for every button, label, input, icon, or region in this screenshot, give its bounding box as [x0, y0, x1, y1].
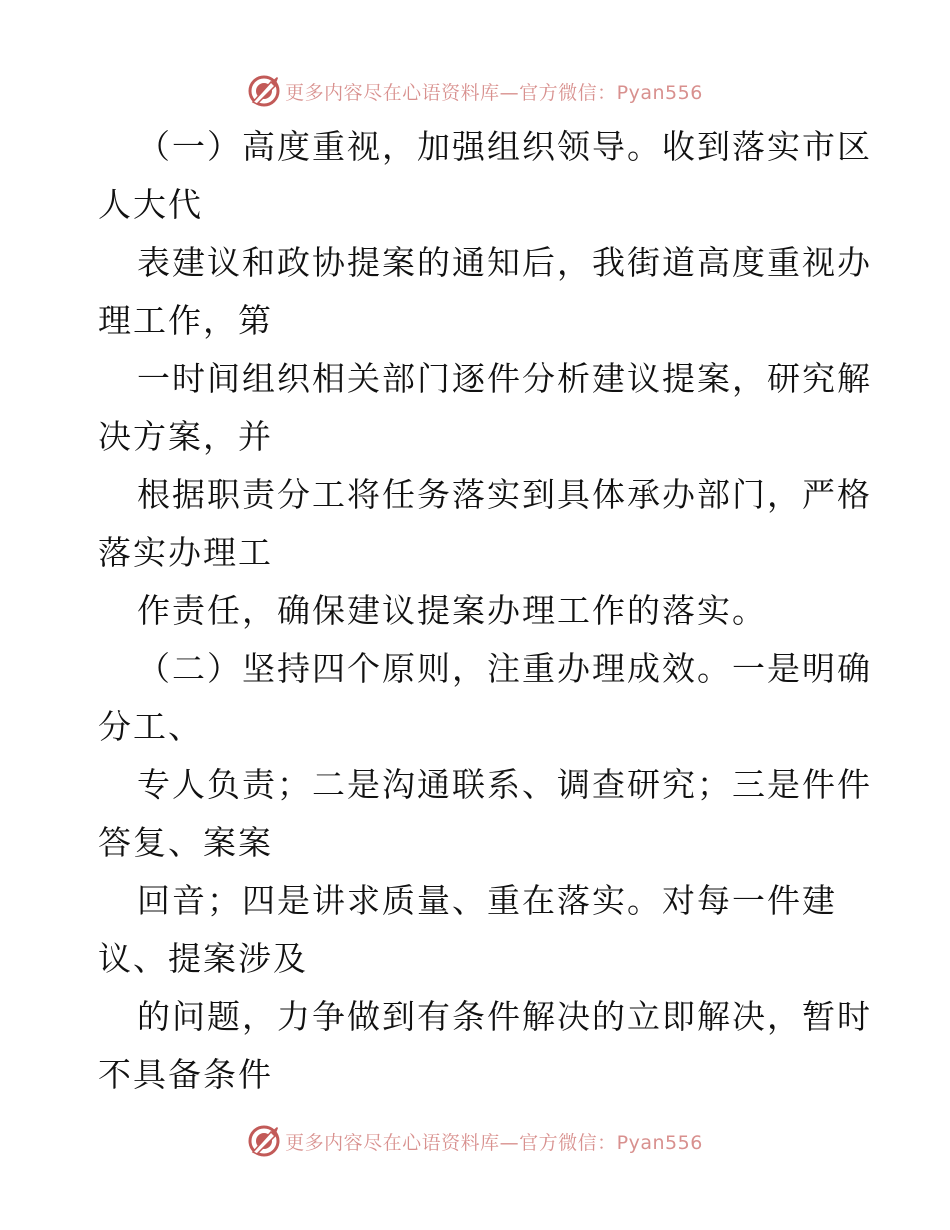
body-line: 人大代: [98, 185, 203, 224]
body-line: 决方案，并: [98, 417, 273, 456]
body-line: 一时间组织相关部门逐件分析建议提案，研究解: [137, 359, 872, 398]
body-line: 根据职责分工将任务落实到具体承办部门，严格: [137, 475, 872, 514]
body-line: 专人负责；二是沟通联系、调查研究；三是件件: [137, 765, 872, 804]
body-line: （一）高度重视，加强组织领导。收到落实市区: [137, 127, 872, 166]
footer-watermark: [0, 1121, 950, 1161]
body-line: 答复、案案: [98, 823, 273, 862]
body-line: （二）坚持四个原则，注重办理成效。一是明确: [137, 649, 872, 688]
body-line: 作责任，确保建议提案办理工作的落实。: [137, 591, 767, 630]
watermark-text: 更多内容尽在心语资料库—官方微信：Pyan556: [285, 1131, 703, 1154]
header-watermark: [0, 71, 950, 111]
watermark-text: 更多内容尽在心语资料库—官方微信：Pyan556: [285, 81, 703, 104]
body-line: 表建议和政协提案的通知后，我街道高度重视办: [137, 243, 872, 282]
pen-seal-icon: [247, 74, 281, 108]
body-line: 不具备条件: [98, 1055, 273, 1094]
pen-seal-icon: [247, 1124, 281, 1158]
body-line: 回音；四是讲求质量、重在落实。对每一件建: [137, 881, 837, 920]
body-line: 理工作，第: [98, 301, 273, 340]
body-line: 的问题，力争做到有条件解决的立即解决，暂时: [137, 997, 872, 1036]
body-line: 议、提案涉及: [98, 939, 308, 978]
body-line: 落实办理工: [98, 533, 273, 572]
body-line: 分工、: [98, 707, 203, 746]
